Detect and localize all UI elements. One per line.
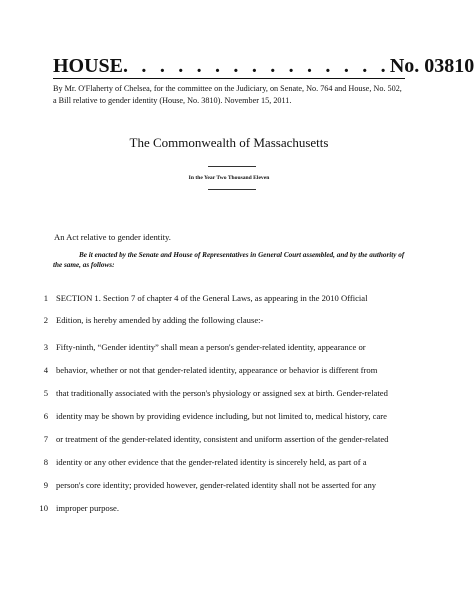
bill-line: [30, 341, 412, 353]
line-number: 3: [43, 342, 48, 352]
line-number: 8: [43, 457, 48, 467]
header-leader-dots: . . . . . . . . . . . . . . .: [123, 55, 390, 77]
line-text: identity or any other evidence that the gender-related identity is sincerely held, as part of a: [56, 457, 367, 467]
bill-line: [30, 364, 412, 376]
line-text: or treatment of the gender-related identity, consistent and uniform assertion of the gender-related: [56, 434, 389, 444]
bill-line: [30, 292, 412, 304]
bill-line: [30, 433, 412, 445]
line-number: 4: [43, 365, 48, 375]
bill-line: [30, 479, 412, 491]
session-year: In the Year Two Thousand Eleven: [188, 175, 270, 181]
line-text: SECTION 1. Section 7 of chapter 4 of the General Laws, as appearing in the 2010 Official: [56, 293, 368, 303]
bill-header: [53, 52, 474, 77]
bill-line: [30, 314, 412, 326]
bill-line: [30, 502, 412, 514]
line-number: 6: [43, 411, 48, 421]
line-text: Fifty-ninth, “Gender identity” shall mean a person's gender-related identity, appearance or: [56, 342, 366, 352]
line-number: 5: [43, 388, 48, 398]
line-text: improper purpose.: [56, 503, 120, 513]
line-text: identity may be shown by providing evidence including, but not limited to, medical history, care: [56, 411, 387, 421]
line-text: that traditionally associated with the person's physiology or assigned sex at birth. Gender-related: [56, 388, 388, 398]
line-text: person's core identity; provided however, gender-related identity shall not be asserted for any: [56, 480, 377, 490]
line-text: behavior, whether or not that gender-related identity, appearance or behavior is different from: [56, 365, 378, 375]
line-number: 2: [43, 315, 48, 325]
line-number: 10: [39, 503, 48, 513]
line-number: 9: [43, 480, 48, 490]
chamber-label: HOUSE: [53, 55, 124, 77]
line-number: 7: [43, 434, 48, 444]
act-title: An Act relative to gender identity.: [54, 232, 171, 242]
bill-line: [30, 456, 412, 468]
year-rule-top: [208, 166, 256, 167]
year-rule-bottom: [208, 189, 256, 190]
enacting-clause: Be it enacted by the Senate and House of Representatives in General Court assembled, and by the authority of the same, as follows:: [53, 251, 405, 269]
sponsor-statement: By Mr. O'Flaherty of Chelsea, for the committee on the Judiciary, on Senate, No. 764 and House, No. 502, a Bill relative to gender identity (House, No. 3810). November 15, 2011.: [53, 84, 402, 105]
line-text: Edition, is hereby amended by adding the following clause:-: [56, 315, 264, 325]
line-number: 1: [43, 293, 48, 303]
bill-line: [30, 387, 412, 399]
bill-number: No. 03810: [389, 55, 474, 77]
bill-line: [30, 410, 412, 422]
header-rule: [53, 78, 405, 79]
commonwealth-heading: The Commonwealth of Massachusetts: [129, 135, 329, 150]
